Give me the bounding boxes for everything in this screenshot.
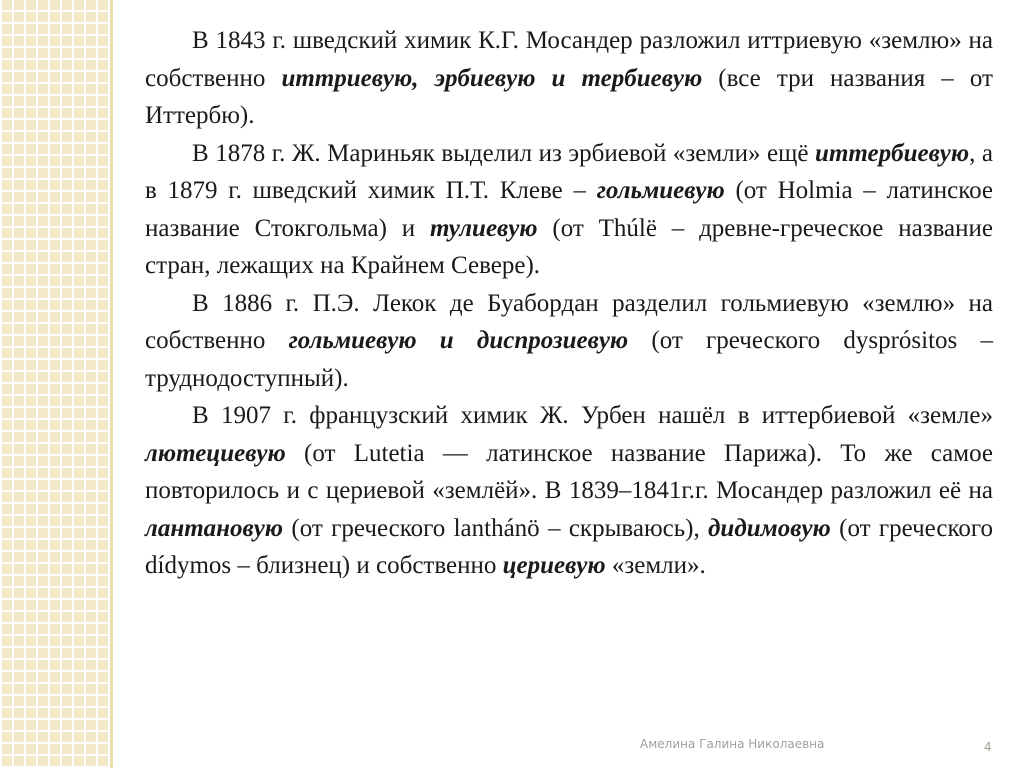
text-span: «земли».: [605, 552, 706, 579]
text-span: В 1843 г. шведский химик К.Г. Мосандер разложил иттриевую «землю» на собственно: [145, 27, 993, 92]
decorative-lattice-pattern: [0, 0, 110, 768]
emphasized-term: лантановую: [145, 514, 284, 542]
emphasized-term: цериевую: [502, 552, 606, 579]
page-number: 4: [984, 740, 992, 754]
text-span: В 1878 г. Ж. Мариньяк выделил из эрбиевой «земли» ещё: [192, 139, 816, 167]
paragraph-1907: [145, 397, 993, 585]
emphasized-term: иттербиевую: [815, 139, 970, 167]
pattern-border: [110, 0, 113, 768]
text-span: , а в 1879 г. шведский химик П.Т. Клеве –: [145, 139, 993, 204]
text-span: (от греческого dysprósitos – труднодоступный).: [145, 327, 993, 392]
text-span: (от греческого dídymos – близнец) и собственно: [145, 514, 993, 579]
slide-body-text: [145, 22, 993, 585]
footer-author: Амелина Галина Николаевна: [640, 737, 825, 751]
text-span: В 1886 г. П.Э. Лекок де Буабордан разделил гольмиевую «землю» на собственно: [145, 289, 993, 354]
text-span: (от Holmia – латинское название Стокгольма) и: [145, 177, 993, 242]
emphasized-term: дидимовую: [708, 514, 831, 542]
paragraph-1886: [145, 285, 993, 398]
text-span: (от греческого lanthánö – скрываюсь),: [283, 514, 709, 542]
emphasized-term: гольмиевую: [596, 177, 725, 204]
paragraph-1878: [145, 135, 993, 285]
emphasized-term: тулиевую: [429, 214, 538, 242]
text-span: В 1907 г. французский химик Ж. Урбен нашёл в иттербиевой «земле»: [192, 402, 993, 429]
text-span: (все три названия – от Иттербю).: [145, 64, 993, 129]
paragraph-1843: [145, 22, 993, 135]
emphasized-term: гольмиевую и диспрозиевую: [288, 327, 629, 354]
text-span: (от Thúlë – древне-греческое название стран, лежащих на Крайнем Севере).: [145, 214, 993, 279]
text-span: (от Lutetia — латинское название Парижа). То же самое повторилось и с цериевой «землёй». В 1839–1841г.г. Мосандер разложил её на: [145, 439, 993, 504]
emphasized-term: иттриевую, эрбиевую и тербиевую: [281, 64, 703, 92]
emphasized-term: лютециевую: [145, 439, 286, 467]
